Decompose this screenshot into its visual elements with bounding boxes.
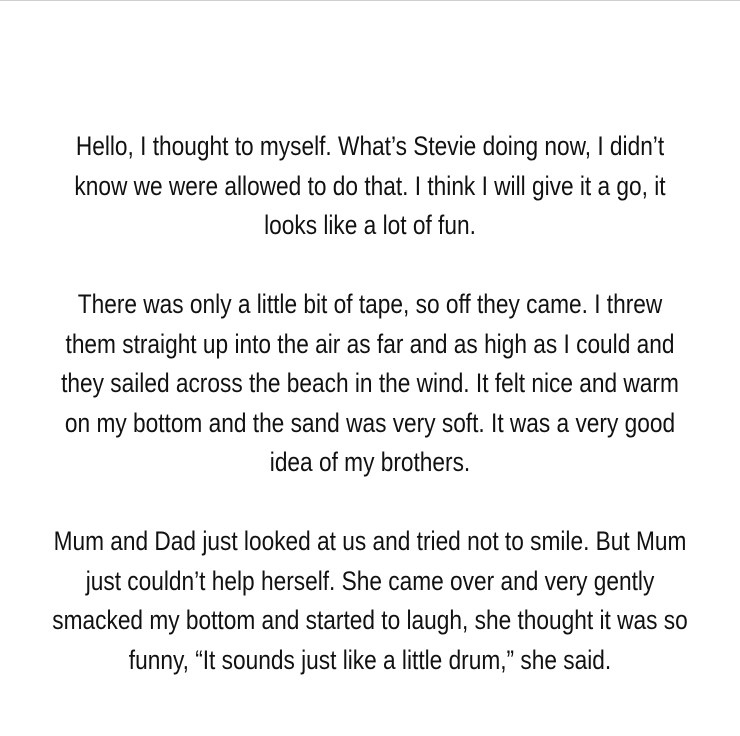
paragraph-3: Mum and Dad just looked at us and tried not to smile. But Mum just couldn’t help herself. She came over and very gently smacked my bottom and started to laugh, she thought it was so funny, “It sounds just like a little drum,” she said. [52, 526, 688, 675]
story-page [0, 127, 740, 680]
paragraph-1: Hello, I thought to myself. What’s Stevie doing now, I didn’t know we were allowed to do that. I think I will give it a go, it looks like a lot of fun. [74, 131, 666, 240]
paragraph-2: There was only a little bit of tape, so off they came. I threw them straight up into the air as far and as high as I could and they sailed across the beach in the wind. It felt nice and warm on my bottom and the sand was very soft. It was a very good idea of my brothers. [61, 289, 679, 477]
top-border-line [0, 0, 740, 1]
